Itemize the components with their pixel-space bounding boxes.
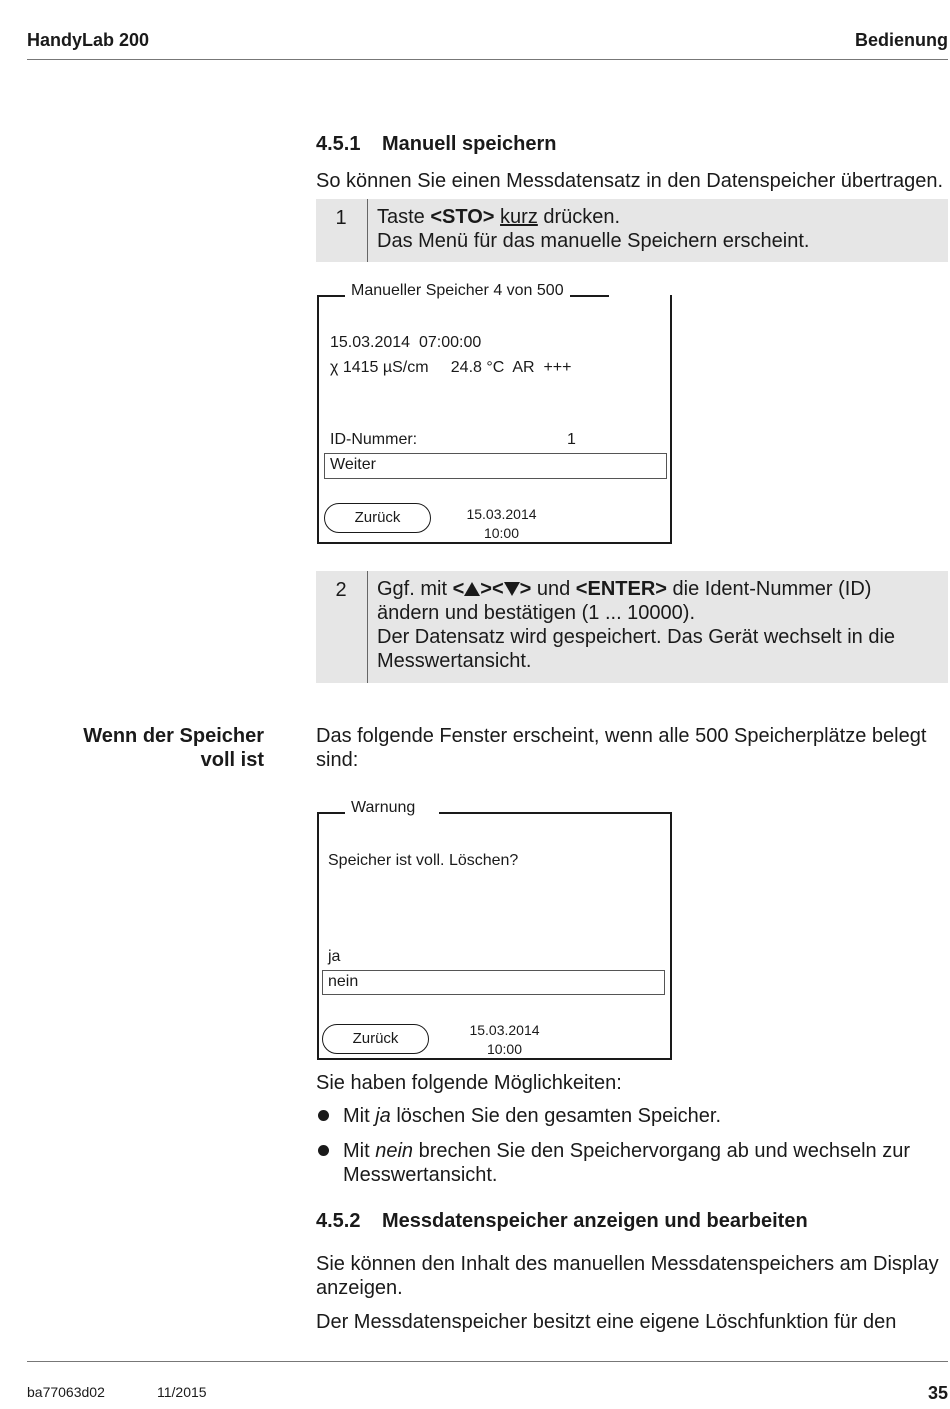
step-line-1 [377,577,940,601]
bullet-icon [318,1110,329,1121]
section-intro: So können Sie einen Messdatensatz in den Datenspeicher übertragen. [316,170,944,192]
step-line-2: Das Menü für das manuelle Speichern erscheint. [377,230,810,252]
id-value[interactable]: 1 [567,431,576,448]
screen-title [345,281,570,301]
underlined-word: kurz [500,206,538,228]
memory-full-text [316,724,926,772]
section2-paragraph-2: Der Messdatenspeicher besitzt eine eigene Löschfunktion für den [316,1311,897,1333]
section-number: 4.5.1 [316,133,361,155]
side-heading-line-2: voll ist [200,749,264,771]
option-bullet-1 [343,1104,721,1128]
option-weiter[interactable]: Weiter [324,453,667,479]
page-number: 35 [927,1383,948,1403]
bullet-em: ja [375,1105,391,1127]
bullet-2-line-2: Messwertansicht. [343,1164,498,1186]
screen-time: 10:00 [486,1041,523,1057]
step-number: 2 [335,579,347,601]
device-screen-manual-store [317,282,672,544]
memory-full-text-line-1: Das folgende Fenster erscheint, wenn alle 500 Speicherplätze belegt [316,725,927,747]
key-bracket-mid: >< [480,578,504,600]
paragraph-1-line-1: Sie können den Inhalt des manuellen Messdatenspeichers am Display [316,1253,939,1275]
screen-title-text: Manueller Speicher [351,282,489,299]
step-text [377,205,940,253]
back-button[interactable]: Zurück [324,503,431,533]
screen-title: Warnung [345,798,439,818]
section-title: Messdatenspeicher anzeigen und bearbeiten [382,1210,808,1232]
header-rule [27,59,948,60]
step-line-2: ändern und bestätigen (1 ... 10000). [377,602,696,624]
bullet-icon [318,1145,329,1156]
step-2 [316,571,948,683]
option-nein[interactable]: nein [322,970,665,995]
step-1 [316,199,948,262]
screen-date: 15.03.2014 [466,506,537,522]
arrow-up-icon [464,582,480,596]
arrow-down-icon [504,582,520,596]
screen-date: 15.03.2014 [469,1022,540,1038]
bullet-text-post: löschen Sie den gesamten Speicher. [390,1105,722,1127]
step-text-a3: die Ident-Nummer (ID) [666,578,872,600]
running-header-title: HandyLab 200 [27,30,150,50]
bullet-text-pre: Mit [343,1105,376,1127]
doc-id: ba77063d02 [27,1384,105,1400]
step-number: 1 [335,207,347,229]
key-enter: <ENTER> [575,578,667,600]
memory-full-text-line-2: sind: [316,749,359,771]
screen-counter: 4 von 500 [493,282,564,299]
title-gap-right [609,281,670,299]
key-bracket-open: < [452,578,465,600]
side-heading-line-1: Wenn der Speicher [83,725,264,747]
running-header-section: Bedienung [855,30,948,50]
step-line-4: Messwertansicht. [377,650,532,672]
bullet-em: nein [375,1140,414,1162]
step-text-a1: Ggf. mit [377,578,453,600]
options-intro: Sie haben folgende Möglichkeiten: [316,1072,622,1094]
warning-message: Speicher ist voll. Löschen? [328,852,519,869]
step-divider [367,199,368,262]
step-line-1 [377,205,940,229]
screen-datetime: 15.03.2014 07:00:00 [330,334,482,351]
key-bracket-close: > [519,578,532,600]
bullet-2-line-1 [343,1139,910,1163]
bullet-text-pre: Mit [343,1140,376,1162]
back-button[interactable]: Zurück [322,1024,429,1054]
section2-paragraph-1 [316,1252,939,1300]
step-text-a2: und [531,578,576,600]
bullet-text-post: brechen Sie den Speichervorgang ab und wechseln zur [413,1140,911,1162]
step-text-post: drücken. [537,206,621,228]
doc-date: 11/2015 [157,1384,207,1400]
option-ja[interactable]: ja [328,948,341,965]
section-title: Manuell speichern [382,133,557,155]
footer-rule [27,1361,948,1362]
paragraph-1-line-2: anzeigen. [316,1277,403,1299]
option-bullet-2 [343,1139,910,1187]
screen-measurement: χ 1415 µS/cm 24.8 °C AR +++ [330,359,572,376]
step-text [377,577,940,673]
step-line-3: Der Datensatz wird gespeichert. Das Gerät wechselt in die [377,626,896,648]
key-sto: <STO> [430,206,495,228]
device-screen-warning [317,799,672,1060]
side-heading [83,724,264,772]
id-label: ID-Nummer: [330,431,418,448]
section-number: 4.5.2 [316,1210,361,1232]
screen-time: 10:00 [483,525,520,541]
step-text-pre: Taste [377,206,431,228]
step-divider [367,571,368,683]
